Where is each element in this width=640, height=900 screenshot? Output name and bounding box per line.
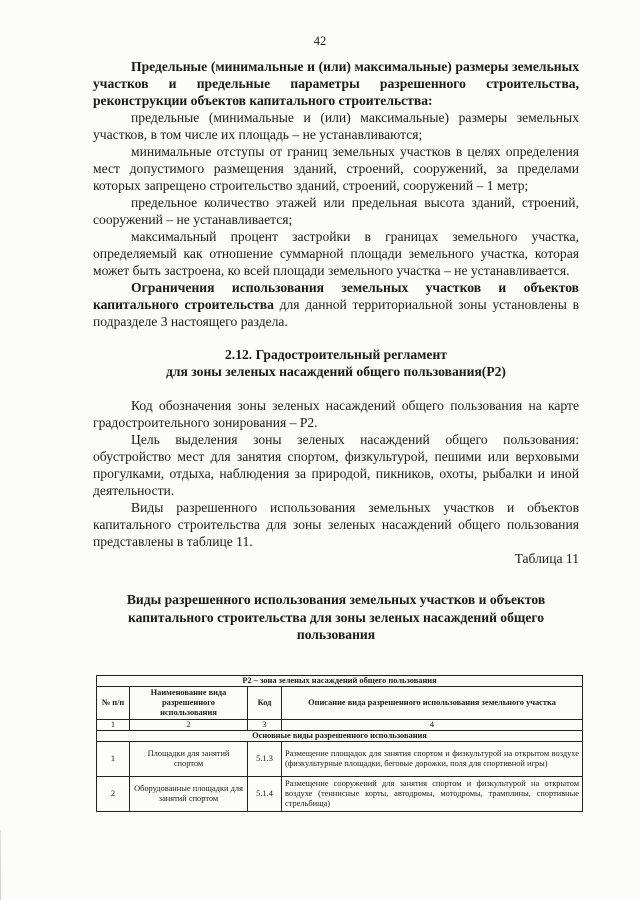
restrictions-bold: Ограничения использования земельных участков и объектов капитального строительства bbox=[93, 280, 579, 312]
header-name: Наименование вида разрешенного использования bbox=[130, 687, 248, 720]
section-paragraph-2: Цель выделения зоны зеленых насаждений общего пользования: обустройство мест для занятия спортом, физкультурой, пешими или верховыми прогулками, отдыха, наблюдения за природой, пикников, охоты, рыбалки и иной деятельности. bbox=[93, 432, 579, 498]
zoning-table bbox=[96, 675, 583, 812]
section-paragraph-1: Код обозначения зоны зеленых насаждений общего пользования на карте градостроительного зонирования – Р2. bbox=[93, 398, 579, 430]
section-paragraph-3: Виды разрешенного использования земельных участков и объектов капитального строительства для зоны зеленых насаждений общего пользования представлены в таблице 11. bbox=[93, 500, 579, 549]
limits-item-2: минимальные отступы от границ земельных участков в целях определения мест допустимого размещения зданий, строений, сооружений, за пределами которых запрещено строительство зданий, строений, сооружений – 1 метр; bbox=[93, 144, 579, 193]
row-name: Оборудованные площадки для занятий спортом bbox=[130, 777, 248, 812]
table-row bbox=[97, 777, 583, 812]
section-title-line-2: для зоны зеленых насаждений общего пользования(Р2) bbox=[166, 364, 506, 379]
table-row bbox=[97, 742, 583, 777]
limits-item-3: предельное количество этажей или предельная высота зданий, строений, сооружений – не устанавливается; bbox=[93, 195, 579, 227]
table-title-line-1: Виды разрешенного использования земельных участков и объектов bbox=[126, 592, 546, 607]
page-number: 42 bbox=[313, 34, 327, 48]
restrictions-paragraph bbox=[93, 279, 579, 330]
column-number-row bbox=[97, 720, 583, 731]
scan-fold-shadow bbox=[0, 830, 1, 900]
row-num: 1 bbox=[97, 742, 130, 777]
limits-item-1: предельные (минимальные и (или) максимальные) размеры земельных участков, в том числе их площадь – не устанавливаются; bbox=[93, 110, 579, 142]
limits-item-4: максимальный процент застройки в границах земельного участка, определяемый как отношение суммарной площади земельного участка, которая может быть застроена, ко всей площади земельного участка – не устанавливается. bbox=[93, 229, 579, 278]
table-title bbox=[93, 591, 579, 644]
table-reference: Таблица 11 bbox=[514, 551, 579, 566]
row-desc: Размещение площадок для занятия спортом и физкультурой на открытом воздухе (физкультурные площадки, беговые дорожки, поля для спортивной игры) bbox=[282, 742, 583, 777]
restrictions-rest: для данной территориальной зоны установлены в подразделе 3 настоящего раздела. bbox=[93, 297, 579, 329]
row-code: 5.1.4 bbox=[248, 777, 282, 812]
zone-header: Р2 – зона зеленых насаждений общего пользования bbox=[97, 676, 583, 687]
zone-header-row bbox=[97, 676, 583, 687]
column-number: 4 bbox=[282, 720, 583, 731]
column-number: 1 bbox=[97, 720, 130, 731]
header-num: № п/п bbox=[97, 687, 130, 720]
column-header-row bbox=[97, 687, 583, 720]
row-desc: Размещение сооружений для занятия спортом и физкультурой на открытом воздухе (теннисные корты, автодромы, мотодромы, трамплины, спортивные стрельбища) bbox=[282, 777, 583, 812]
section-title-line-1: 2.12. Градостроительный регламент bbox=[225, 347, 447, 362]
section-title bbox=[93, 346, 579, 380]
table-title-line-2: капитального строительства для зоны зеленых насаждений общего bbox=[127, 609, 545, 625]
row-name: Площадки для занятий спортом bbox=[130, 742, 248, 777]
zoning-table-wrapper bbox=[96, 675, 582, 812]
header-code: Код bbox=[248, 687, 282, 720]
group-row bbox=[97, 731, 583, 742]
column-number: 3 bbox=[248, 720, 282, 731]
document-body bbox=[93, 58, 579, 644]
column-number: 2 bbox=[130, 720, 248, 731]
row-num: 2 bbox=[97, 777, 130, 812]
group-title: Основные виды разрешенного использования bbox=[97, 731, 583, 742]
table-title-line-3: пользования bbox=[296, 627, 376, 642]
limits-heading: Предельные (минимальные и (или) максимальные) размеры земельных участков и предельные параметры разрешенного строительства, реконструкции объектов капитального строительства: bbox=[93, 59, 579, 108]
header-desc: Описание вида разрешенного использования земельного участка bbox=[282, 687, 583, 720]
row-code: 5.1.3 bbox=[248, 742, 282, 777]
